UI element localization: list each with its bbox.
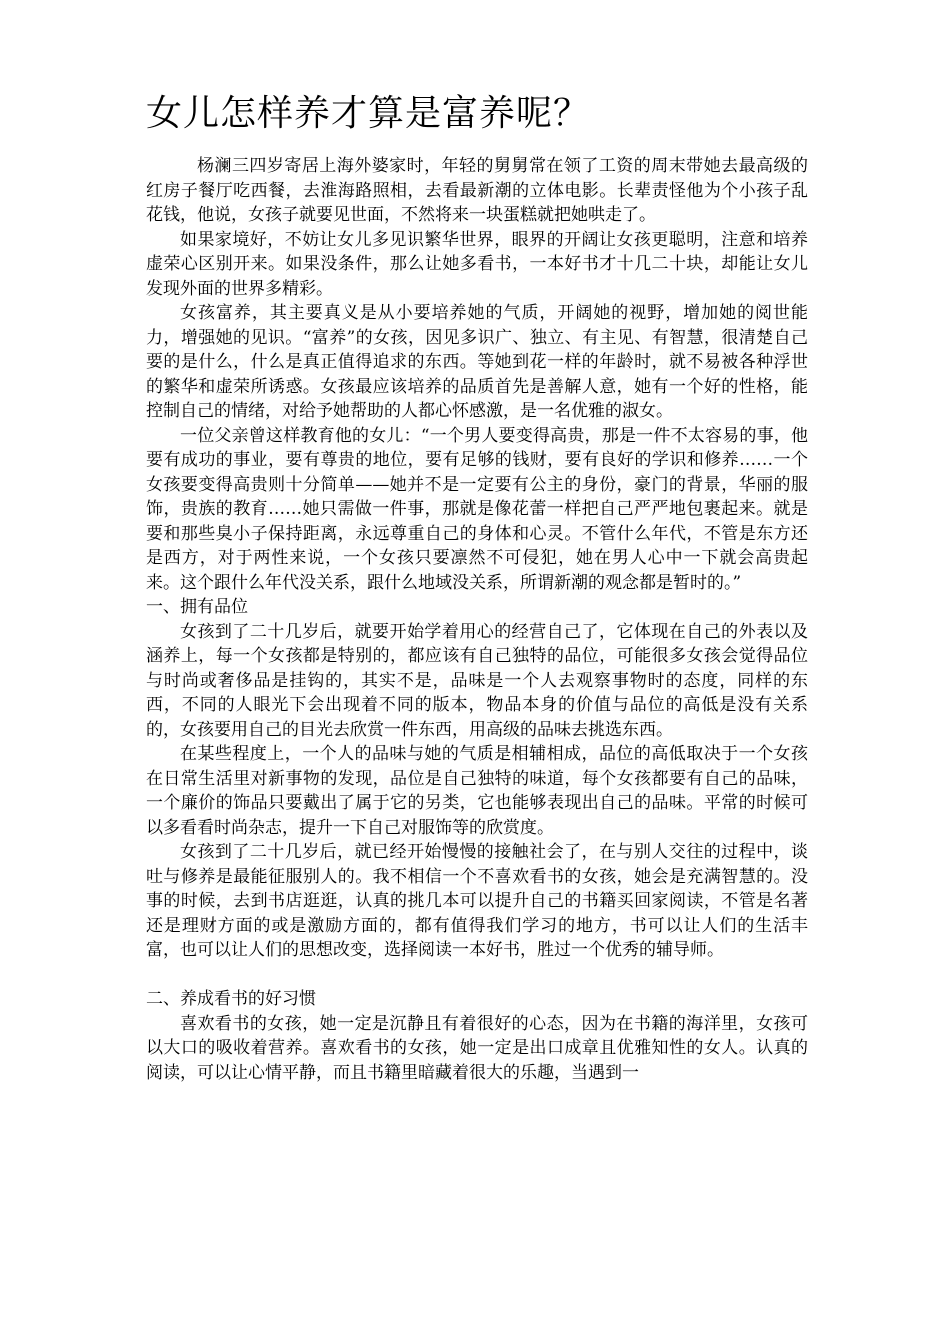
paragraph-taste-3: 女孩到了二十几岁后，就已经开始慢慢的接触社会了，在与别人交往的过程中，谈吐与修养是最能征服别人的。我不相信一个不喜欢看书的女孩，她会是充满智慧的。没事的时候，去到书店逛逛，认真的挑几本可以提升自己的书籍买回家阅读，不管是名著还是理财方面的或是激励方面的，都有值得我们学习的地方，书可以让人们的生活丰富，也可以让人们的思想改变，选择阅读一本好书，胜过一个优秀的辅导师。 [146,842,808,960]
paragraph-father-quote: 一位父亲曾这样教育他的女儿：“一个男人要变得高贵，那是一件不太容易的事，他要有成功的事业，要有尊贵的地位，要有足够的钱财，要有良好的学识和修养……一个女孩要变得高贵则十分简单——她并不是一定要有公主的身份，豪门的背景，华丽的服饰，贵族的教育……她只需做一件事，那就是像花蕾一样把自己严严地包裹起来。就是要和那些臭小子保持距离，永远尊重自己的身体和心灵。不管什么年代，不管是东方还是西方，对于两性来说，一个女孩只要凛然不可侵犯，她在男人心中一下就会高贵起来。这个跟什么年代没关系，跟什么地域没关系，所谓新潮的观念都是暂时的。” [146,425,808,593]
paragraph-taste-1: 女孩到了二十几岁后，就要开始学着用心的经营自己了，它体现在自己的外表以及涵养上，每一个女孩都是特别的，都应该有自己独特的品位，可能很多女孩会觉得品位与时尚或奢侈品是挂钩的，其实不是，品味是一个人去观察事物时的态度，同样的东西，不同的人眼光下会出现着不同的版本，物品本身的价值与品位的高低是没有关系的，女孩要用自己的目光去欣赏一件东西，用高级的品味去挑选东西。 [146,621,808,740]
paragraph-rich-upbringing: 女孩富养，其主要真义是从小要培养她的气质，开阔她的视野，增加她的阅世能力，增强她的见识。“富养”的女孩，因见多识广、独立、有主见、有智慧，很清楚自己要的是什么，什么是真正值得追求的东西。等她到花一样的年龄时，就不易被各种浮世的繁华和虚荣所诱惑。女孩最应该培养的品质首先是善解人意，她有一个好的性格，能控制自己的情绪，对给予她帮助的人都心怀感激，是一名优雅的淑女。 [146,303,808,421]
document-title: 女儿怎样养才算是富养呢？ [146,93,591,134]
paragraph-taste-2: 在某些程度上，一个人的品味与她的气质是相辅相成，品位的高低取决于一个女孩在日常生活里对新事物的发现，品位是自己独特的味道，每个女孩都要有自己的品味，一个廉价的饰品只要戴出了属于它的另类，它也能够表现出自己的品味。平常的时候可以多看看时尚杂志，提升一下自己对服饰等的欣赏度。 [146,744,808,838]
section-heading-taste: 一、拥有品位 [146,597,248,617]
paragraph-family: 如果家境好，不妨让女儿多见识繁华世界，眼界的开阔让女孩更聪明，注意和培养虚荣心区别开来。如果没条件，那么让她多看书，一本好书才十几二十块，却能让女儿发现外面的世界多精彩。 [146,229,808,299]
blank-line [146,963,808,988]
paragraph-reading-1: 喜欢看书的女孩，她一定是沉静且有着很好的心态，因为在书籍的海洋里，女孩可以大口的吸收着营养。喜欢看书的女孩，她一定是出口成章且优雅知性的女人。认真的阅读，可以让心情平静，而且书籍里暗藏着很大的乐趣，当遇到一 [146,1013,808,1083]
section-heading-reading: 二、养成看书的好习惯 [146,989,316,1009]
paragraph-intro: 杨澜三四岁寄居上海外婆家时，年轻的舅舅常在领了工资的周末带她去最高级的红房子餐厅吃西餐，去淮海路照相，去看最新潮的立体电影。长辈责怪他为个小孩子乱花钱，他说，女孩子就要见世面，不然将来一块蛋糕就把她哄走了。 [146,156,808,225]
document-page [146,92,808,1085]
